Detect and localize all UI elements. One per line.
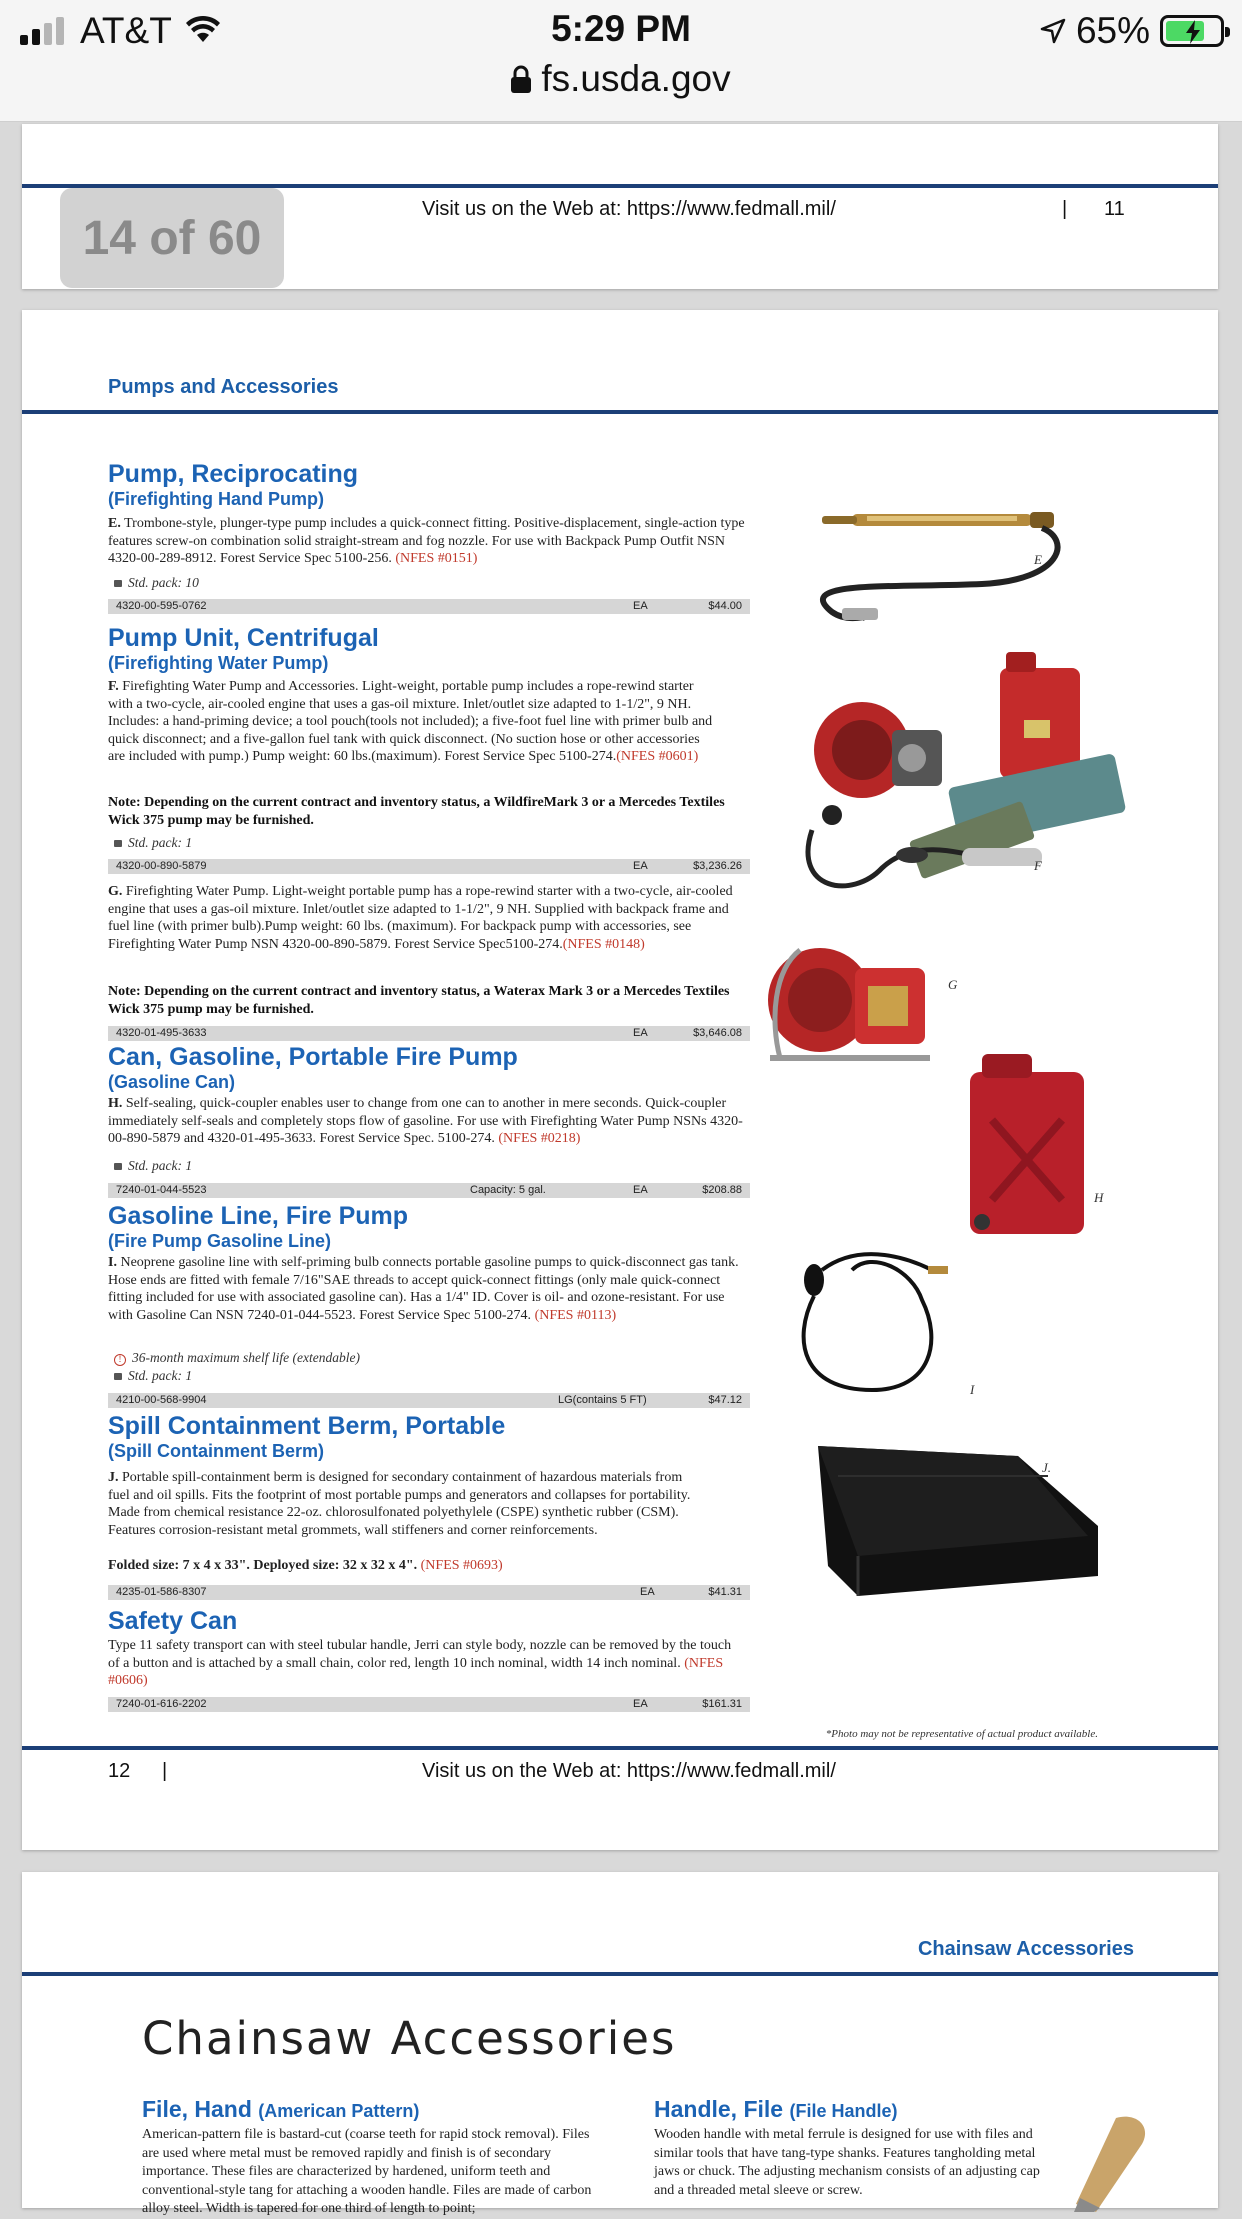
item-description: American-pattern file is bastard-cut (coarse teeth for rapid stock removal). Files are used where metal must be removed rapidly and finish is of secondary importance. These files are characterized by hardened, uniform teeth and conventional-style tang for attaching a wooden handle. Files are made of carbon alloy steel. Width is tapered for one third of length to point; [142,2127,592,2217]
item-title: Pump Unit, Centrifugal [108,624,379,652]
shelf-life: ! 36-month maximum shelf life (extendable) [114,1350,360,1366]
image-label: F [1034,858,1042,873]
nsn-row: 4320-01-495-3633 EA $3,646.08 [108,1026,750,1041]
item-subtitle: (Fire Pump Gasoline Line) [108,1231,332,1251]
url-bar[interactable] [0,58,1242,100]
footer-divider: | [1062,198,1068,220]
item-description: F. Firefighting Water Pump and Accessories. Light-weight, portable pump includes a rope-rewind starter with a two-cycle, air-cooled engine that uses a gas-oil mixture. Inlet/outlet size adapted to 1-1/2", 9 NH. Includes: a hand-priming device; a tool pouch(tools not included); a five-foot fuel line with primer bulb and quick disconnect; and a five-gallon fuel tank with quick disconnect. (No suction hose or other accessories are included with pump.) Pump weight: 60 lbs.(maximum). Forest Service Spec 5100-274.(NFES #0601) [108,679,713,765]
page-number: 11 [1104,198,1125,220]
item-description: J. Portable spill-containment berm is designed for secondary containment of hazardous materials from fuel and oil spills. Fits the footprint of most portable pumps and generators and collapses for portability. Made from chemical resistance 22-oz. chlorosulfonated polyethylele (CSPE) synthetic rubber (CSM). Features corrosion-resistant metal grommets, wall stiffeners and corner reinforcements. [108,1470,691,1538]
gasoline-can-image [962,1050,1092,1240]
carrier-name: AT&T [80,10,172,51]
status-bar [0,0,1242,122]
item-title: Safety Can [108,1607,238,1635]
std-pack: Std. pack: 1 [114,1158,192,1174]
file-handle-image [1056,2112,1156,2212]
item-subtitle: (Firefighting Hand Pump) [108,489,324,509]
std-pack: Std. pack: 1 [114,1368,192,1384]
image-label: E [1034,552,1042,567]
footer-url: Visit us on the Web at: https://www.fedmall.mil/ [422,1760,836,1782]
footer-divider: | [162,1760,168,1782]
item-title: Spill Containment Berm, Portable [108,1412,506,1440]
item-subtitle: (Spill Containment Berm) [108,1441,325,1461]
location-arrow-icon [1040,18,1066,44]
page-indicator: 14 of 60 [60,188,284,288]
nsn-row: 4235-01-586-8307 EA $41.31 [108,1585,750,1600]
item-size: Folded size: 7 x 4 x 33". Deployed size: 32 x 32 x 4". (NFES #0693) [108,1558,503,1573]
section-header: Pumps and Accessories [108,376,339,398]
item-title: Pump, Reciprocating [108,460,359,488]
std-pack: Std. pack: 10 [114,575,199,591]
spill-berm-image [798,1436,1108,1606]
water-pump-image [760,930,940,1080]
footer-rule [22,1746,1218,1750]
item-title: Handle, File (File Handle) [654,2096,898,2122]
pdf-page-13 [22,1872,1218,2217]
footer-url: Visit us on the Web at: https://www.fedmall.mil/ [422,198,836,220]
gasoline-line-image [792,1240,992,1400]
nsn-row: 7240-01-616-2202 EA $161.31 [108,1697,750,1712]
item-subtitle: (Gasoline Can) [108,1072,236,1092]
pump-kit-image [792,650,1142,910]
image-label: G [948,977,958,992]
page-title: Chainsaw Accessories [142,2012,677,2065]
url-text: fs.usda.gov [541,58,731,99]
header-rule [22,1972,1218,1976]
item-title: Gasoline Line, Fire Pump [108,1202,409,1230]
image-label: J. [1042,1460,1052,1475]
battery-percent: 65% [1075,10,1150,51]
battery-icon [1160,15,1224,47]
page-number: 12 [108,1760,131,1782]
item-description: Type 11 safety transport can with steel tubular handle, Jerri can style body, nozzle can be removed by the touch of a button and is attached by a small chain, color red, length 10 inch nominal, width 14 inch nominal. (NFES #0606) [108,1638,732,1689]
nsn-row: 4320-00-890-5879 EA $3,236.26 [108,859,750,874]
clock: 5:29 PM [551,8,691,49]
item-description: E. Trombone-style, plunger-type pump includes a quick-connect fitting. Positive-displacement, single-action type features screw-on combination solid straight-stream and fog nozzle. For use with Backpack Pump Outfit NSN 4320-00-289-8912. Forest Service Spec 5100-256. (NFES #0151) [108,516,745,567]
header-rule [22,410,1218,414]
item-description: G. Firefighting Water Pump. Light-weight portable pump has a rope-rewind starter with a two-cycle, air-cooled engine that uses a gas-oil mixture. Inlet/outlet size adapted to 1-1/2", 9 NH. Supplied with backpack frame and fuel line (with primer bulb).Pump weight: 60 lbs. (maximum). For backpack pump with accessories, see Firefighting Water Pump NSN 4320-00-890-5879. Forest Service Spec5100-274.(NFES #0148) [108,884,733,952]
image-label: I [970,1382,975,1397]
item-title: Can, Gasoline, Portable Fire Pump [108,1043,518,1071]
image-label: H [1094,1190,1104,1205]
nsn-row: 4210-00-568-9904 LG(contains 5 FT) $47.12 [108,1393,750,1408]
hand-pump-image [812,500,1102,630]
photo-disclaimer: *Photo may not be representative of actual product available. [825,1728,1098,1740]
item-description: Wooden handle with metal ferrule is designed for use with files and similar tools that have tang-type shanks. Features tangholding metal jaws or chuck. The adjusting mechanism consists of an adjusting cap and a threaded metal sleeve or screw. [654,2127,1040,2198]
item-description: I. Neoprene gasoline line with self-priming bulb connects portable gasoline pumps to quick-disconnect gas tank. Hose ends are fitted with female 7/16"SAE threads to accept quick-connect fittings (only male quick-connect fitting included for use with associated gasoline can). Has a 1/4" ID. Cover is oil- and ozone-resistant. For use with Gasoline Can NSN 7240-01-044-5523. Forest Service Spec 5100-274. (NFES #0113) [108,1255,739,1323]
nsn-row: 4320-00-595-0762 EA $44.00 [108,599,750,614]
pdf-page-12 [22,310,1218,1850]
item-title: File, Hand (American Pattern) [142,2096,420,2122]
std-pack: Std. pack: 1 [114,835,192,851]
item-note: Note: Depending on the current contract and inventory status, a Waterax Mark 3 or a Mercedes Textiles Wick 375 pump may be furnished. [108,984,730,1017]
item-subtitle: (Firefighting Water Pump) [108,653,329,673]
item-note: Note: Depending on the current contract and inventory status, a WildfireMark 3 or a Mercedes Textiles Wick 375 pump may be furnished. [108,795,725,828]
nsn-row: 7240-01-044-5523 Capacity: 5 gal. EA $208.88 [108,1183,750,1198]
section-header: Chainsaw Accessories [917,1938,1134,1960]
status-right [1040,10,1224,52]
item-description: H. Self-sealing, quick-coupler enables user to change from one can to another in mere seconds. Quick-coupler immediately self-seals and completely stops flow of gasoline. For use with Firefighting Water Pump NSNs 4320-00-890-5879 and 4320-01-495-3633. Forest Service Spec. 5100-274. (NFES #0218) [108,1096,743,1147]
lock-icon [511,65,531,93]
